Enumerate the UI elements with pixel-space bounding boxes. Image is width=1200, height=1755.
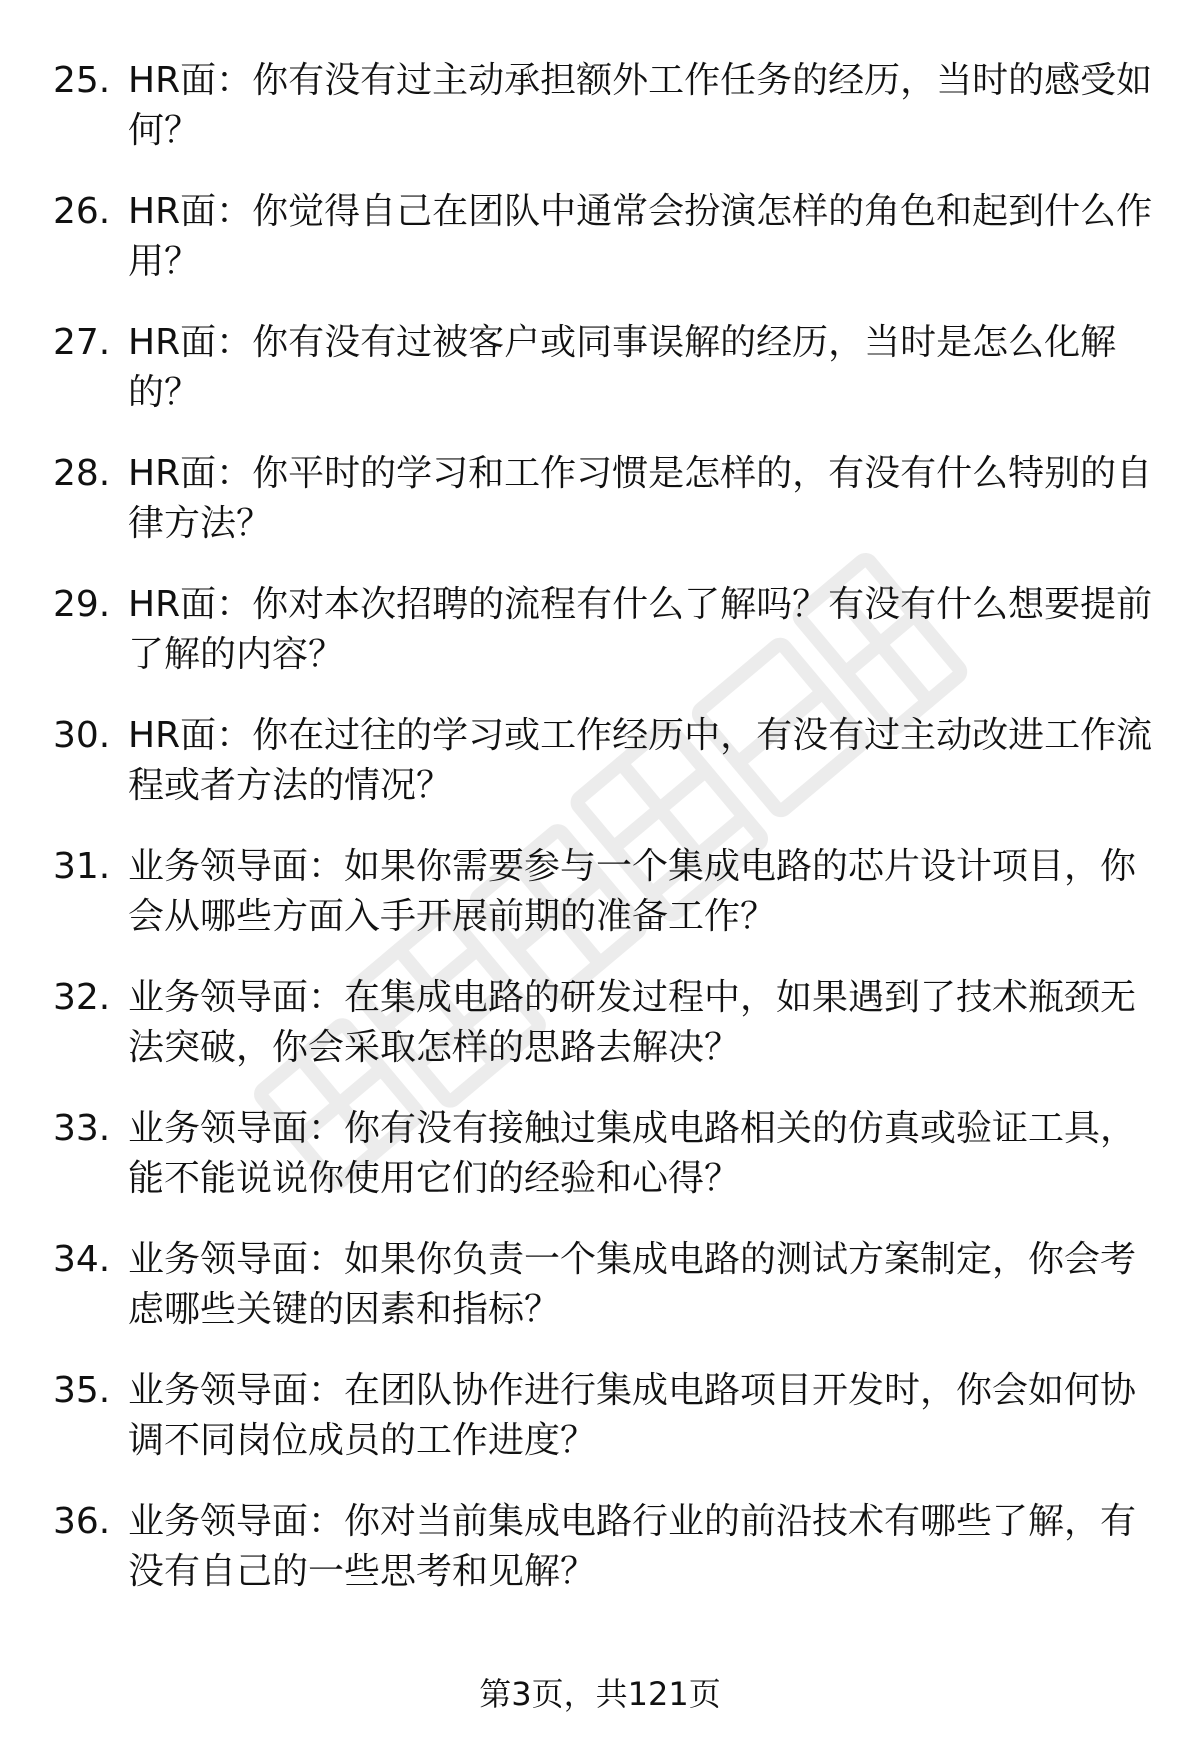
list-item	[0, 1497, 1200, 1628]
question-text: HR面：你有没有过主动承担额外工作任务的经历，当时的感受如何？	[128, 60, 1153, 151]
question-number: 25.	[53, 60, 111, 101]
question-number: 32.	[53, 977, 111, 1018]
question-number: 28.	[53, 453, 111, 494]
list-item	[0, 711, 1200, 842]
question-text: HR面：你有没有过被客户或同事误解的经历，当时是怎么化解的？	[128, 322, 1117, 413]
list-item	[0, 187, 1200, 318]
question-number: 27.	[53, 322, 111, 363]
list-item	[0, 1104, 1200, 1235]
list-item	[0, 318, 1200, 449]
question-number: 36.	[53, 1501, 111, 1542]
question-text: 业务领导面：在团队协作进行集成电路项目开发时，你会如何协调不同岗位成员的工作进度？	[128, 1370, 1137, 1461]
list-item	[0, 842, 1200, 973]
list-item	[0, 580, 1200, 711]
question-number: 33.	[53, 1108, 111, 1149]
question-text: 业务领导面：你对当前集成电路行业的前沿技术有哪些了解，有没有自己的一些思考和见解？	[128, 1501, 1137, 1592]
question-number: 26.	[53, 191, 111, 232]
page-footer: 第3页，共121页	[479, 1675, 721, 1713]
list-item	[0, 973, 1200, 1104]
question-text: HR面：你觉得自己在团队中通常会扮演怎样的角色和起到什么作用？	[128, 191, 1153, 282]
question-number: 31.	[53, 846, 111, 887]
question-text: HR面：你平时的学习和工作习惯是怎样的，有没有什么特别的自律方法？	[128, 453, 1153, 544]
question-number: 29.	[53, 584, 111, 625]
question-number: 35.	[53, 1370, 111, 1411]
question-text: 业务领导面：在集成电路的研发过程中，如果遇到了技术瓶颈无法突破，你会采取怎样的思路去解决？	[128, 977, 1137, 1068]
question-list	[0, 56, 1200, 1628]
list-item	[0, 1366, 1200, 1497]
list-item	[0, 56, 1200, 187]
question-number: 30.	[53, 715, 111, 756]
list-item	[0, 449, 1200, 580]
question-text: HR面：你对本次招聘的流程有什么了解吗？有没有什么想要提前了解的内容？	[128, 584, 1153, 675]
question-text: HR面：你在过往的学习或工作经历中，有没有过主动改进工作流程或者方法的情况？	[128, 715, 1153, 806]
question-text: 业务领导面：如果你需要参与一个集成电路的芯片设计项目，你会从哪些方面入手开展前期的准备工作？	[128, 846, 1137, 937]
question-text: 业务领导面：如果你负责一个集成电路的测试方案制定，你会考虑哪些关键的因素和指标？	[128, 1239, 1137, 1330]
question-text: 业务领导面：你有没有接触过集成电路相关的仿真或验证工具，能不能说说你使用它们的经验和心得？	[128, 1108, 1137, 1199]
question-number: 34.	[53, 1239, 111, 1280]
list-item	[0, 1235, 1200, 1366]
